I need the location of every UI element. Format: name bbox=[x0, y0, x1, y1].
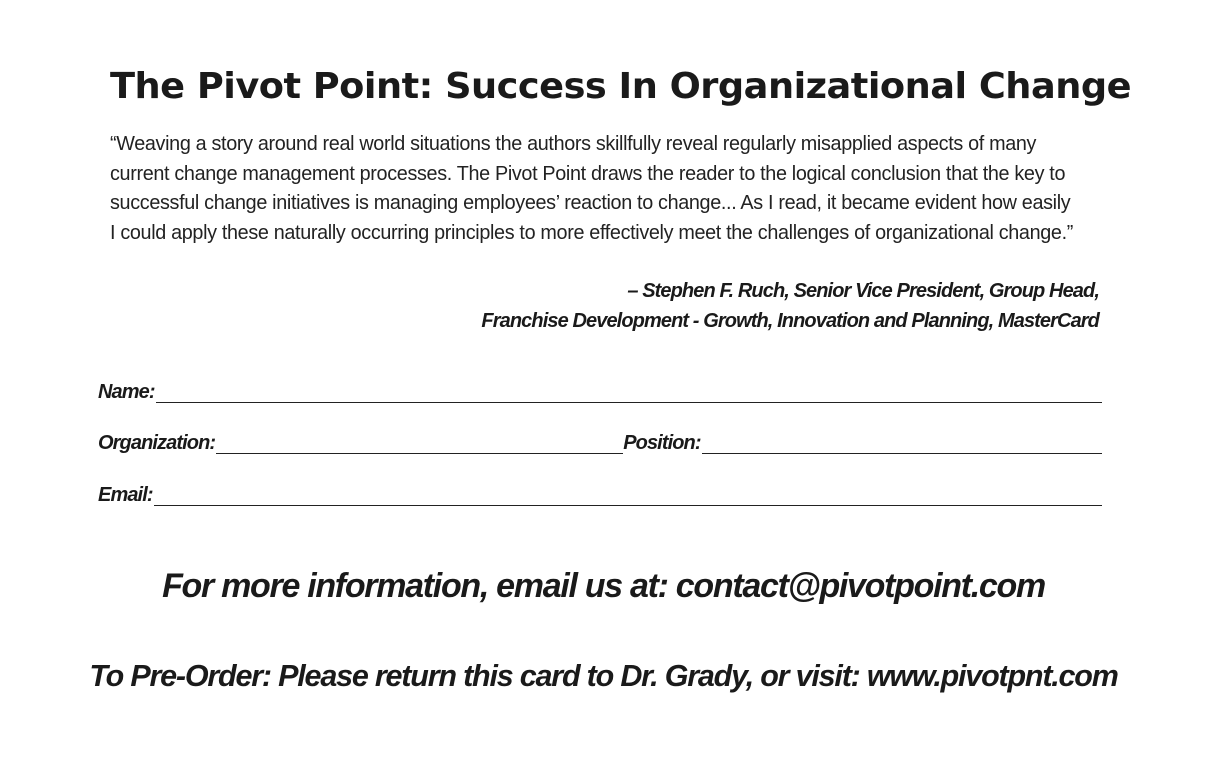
email-field-row bbox=[98, 478, 1102, 506]
position-field[interactable] bbox=[702, 433, 1102, 454]
attribution-line-2: Franchise Development - Growth, Innovation and Planning, MasterCard bbox=[481, 310, 1099, 332]
testimonial-quote: “Weaving a story around real world situations the authors skillfully reveal regularly misapplied aspects of many current change management processes. The Pivot Point draws the reader to the logical conclusion that the key to successful change initiatives is managing employees’ reaction to change... As I read, it became evident how easily I could apply these naturally occurring principles to more effectively meet the challenges of organizational change.” bbox=[110, 132, 1074, 244]
contact-info-text: For more information, email us at: contact@pivotpoint.com bbox=[162, 567, 1045, 605]
email-label: Email: bbox=[98, 484, 153, 506]
name-label: Name: bbox=[98, 381, 155, 403]
organization-position-row bbox=[98, 426, 1102, 454]
organization-label: Organization: bbox=[98, 432, 216, 454]
preorder-text: To Pre-Order: Please return this card to Dr. Grady, or visit: www.pivotpnt.com bbox=[89, 659, 1118, 693]
position-label: Position: bbox=[623, 432, 701, 454]
testimonial-attribution bbox=[481, 276, 1099, 336]
email-field[interactable] bbox=[154, 485, 1102, 506]
name-field[interactable] bbox=[156, 382, 1102, 403]
card-title: The Pivot Point: Success In Organizational Change bbox=[110, 66, 1132, 107]
attribution-line-1: – Stephen F. Ruch, Senior Vice President, Group Head, bbox=[627, 280, 1099, 302]
organization-field[interactable] bbox=[216, 433, 623, 454]
name-field-row bbox=[98, 375, 1102, 403]
